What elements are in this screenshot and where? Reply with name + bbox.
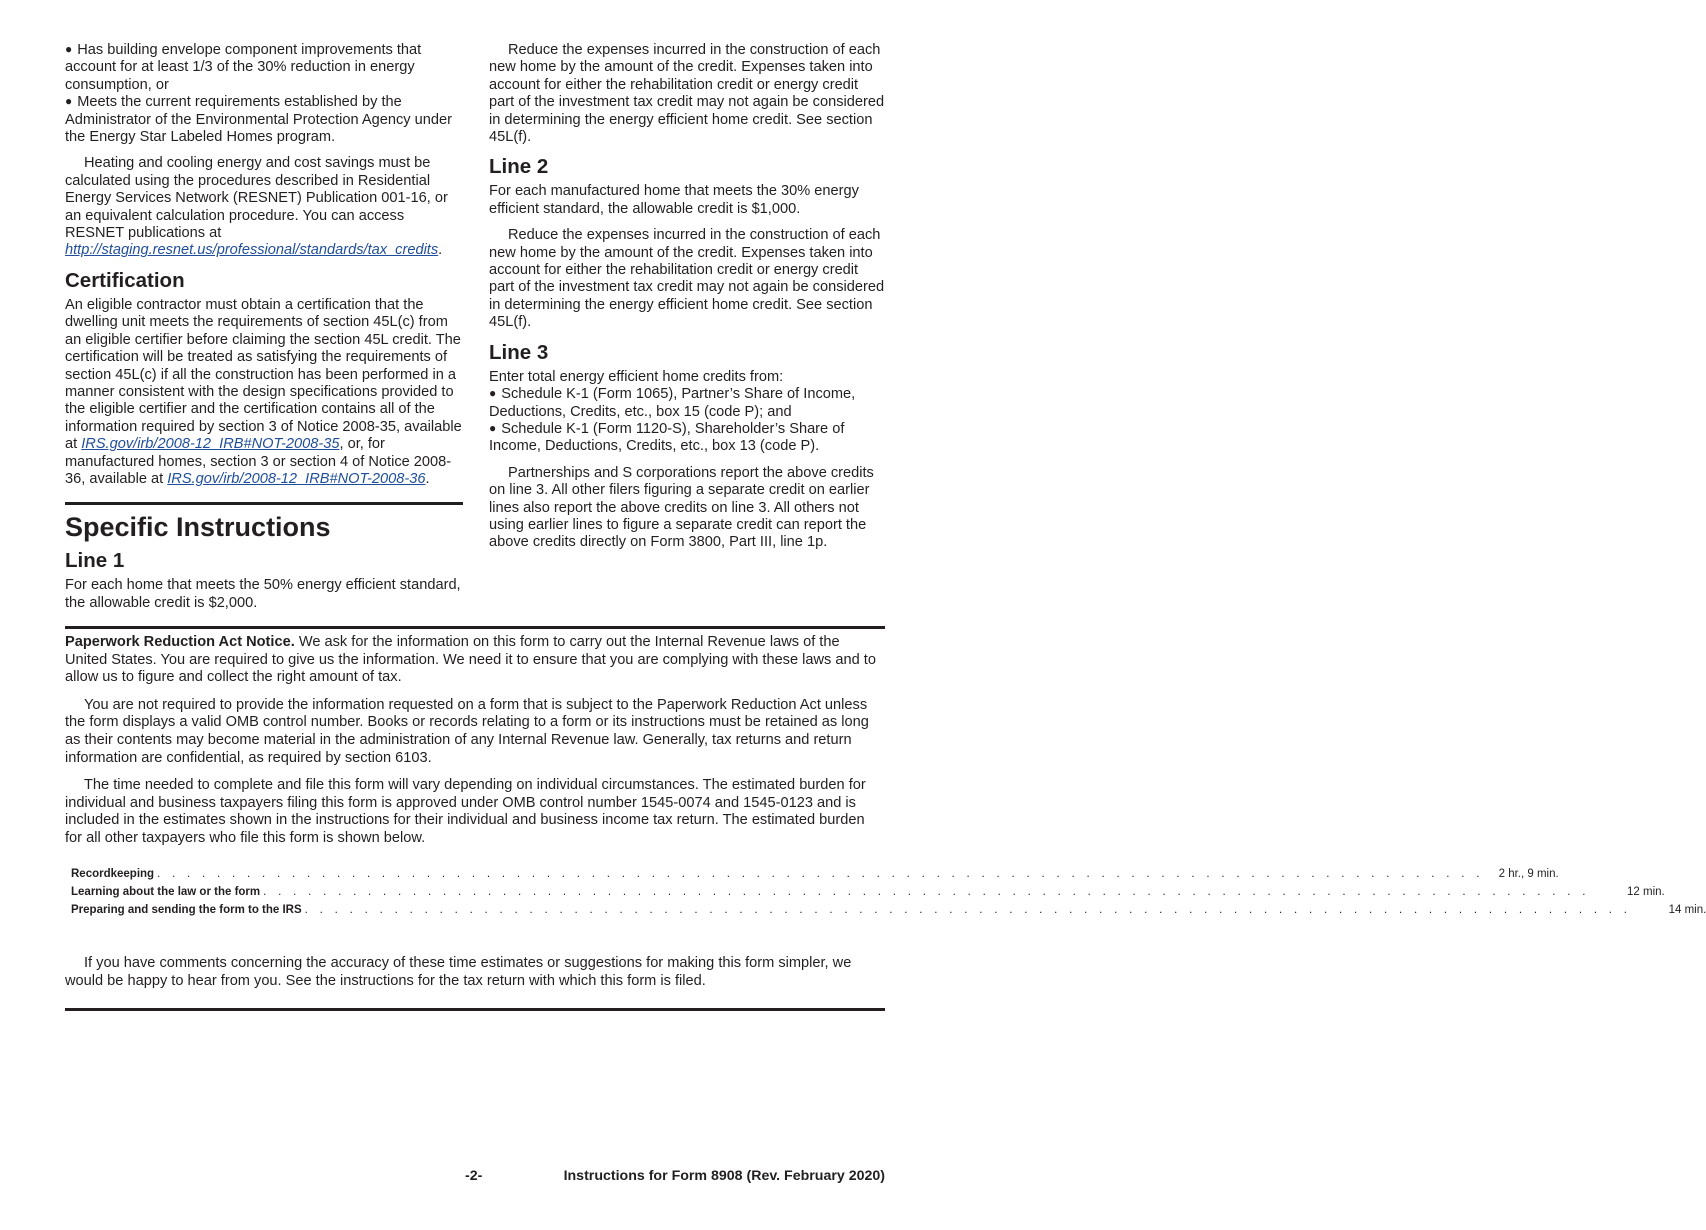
line2-text: For each manufactured home that meets the 30% energy efficient standard, the allowable credit is $1,000. [489, 183, 859, 217]
line3-bullet-1065: ● Schedule K-1 (Form 1065), Partner’s Share of Income, Deductions, Credits, etc., box 15 (code P); and [489, 386, 856, 420]
bullet-icon: ● [65, 94, 73, 109]
burden-table [71, 866, 1706, 919]
notice-2008-36-link[interactable]: IRS.gov/irb/2008-12_IRB#NOT-2008-36 [167, 470, 426, 487]
right-column [489, 42, 885, 561]
pra-top-rule [65, 626, 885, 629]
leader-dots: . . . . . . . . . . . . . . . . . . . . . . . . . . . . . . . . . . . . . . . . . . . . . . . . . . . . . . . . . . . . . . . . . . . . . . . . . . . . . . . . . . . . . . . . . [157, 868, 1484, 880]
reduce-expenses-paragraph-2: Reduce the expenses incurred in the construction of each new home by the amount of the credit. Expenses taken into account for either the rehabilitation credit or energy credit part of the investment tax credit may not again be considered in determining the energy efficient home credit. See section 45L(f). [489, 227, 885, 331]
leader-dots: . . . . . . . . . . . . . . . . . . . . . . . . . . . . . . . . . . . . . . . . . . . . . . . . . . . . . . . . . . . . . . . . . . . . . . . . . . . . . . . . . . . . . . . . . [263, 885, 1590, 898]
left-column [65, 42, 463, 621]
specific-instructions-heading: Specific Instructions [65, 512, 331, 543]
line1-text: For each home that meets the 50% energy efficient standard, the allowable credit is $2,000. [65, 577, 461, 611]
burden-row-preparing: Preparing and sending the form to the IRS . . . . . . . . . . . . . . . . . . . . . . . . . . . . . . . . . . . . . . . . . . . . . . . . . . . . . . . . . . . . . . . . . . . . . . . . . . . . . . . . . . . . . . . . . 14 min. [71, 902, 879, 920]
partnerships-paragraph: Partnerships and S corporations report the above credits on line 3. All other filers figuring a separate credit on earlier lines also report the above credits on line 3. All others not using earlier lines to figure a separate credit can report the above credits directly on Form 3800, Part III, line 1p. [489, 464, 874, 551]
line3-intro: Enter total energy efficient home credits from: [489, 368, 784, 385]
certification-heading: Certification [65, 268, 185, 292]
page-number: -2- [465, 1168, 483, 1184]
line1-heading: Line 1 [65, 549, 125, 573]
comments-section [65, 955, 885, 999]
resnet-link[interactable]: http://staging.resnet.us/professional/standards/tax_credits [65, 242, 439, 259]
reduce-expenses-paragraph-1: Reduce the expenses incurred in the construction of each new home by the amount of the credit. Expenses taken into account for either the rehabilitation credit or energy credit part of the investment tax credit may not again be considered in determining the energy efficient home credit. See section 45L(f). [489, 42, 885, 146]
bullet-energy-star: ● Meets the current requirements established by the Administrator of the Environmental Protection Agency under the Energy Star Labeled Homes program. [65, 94, 452, 146]
pra-bottom-rule [65, 1008, 885, 1011]
pra-paragraph-1: Paperwork Reduction Act Notice. We ask for the information on this form to carry out the Internal Revenue laws of the United States. You are required to give us the information. We need it to ensure that you are complying with these laws and to allow us to figure and collect the right amount of tax. [65, 634, 876, 686]
specific-instructions-rule [65, 502, 463, 543]
form-title: Instructions for Form 8908 (Rev. February 2020) [563, 1168, 885, 1184]
bullet-icon: ● [489, 386, 497, 401]
notice-2008-35-link[interactable]: IRS.gov/irb/2008-12_IRB#NOT-2008-35 [81, 436, 340, 453]
pra-heading: Paperwork Reduction Act Notice. [65, 634, 295, 650]
line3-bullet-1120s: ● Schedule K-1 (Form 1120-S), Shareholder’s Share of Income, Deductions, Credits, etc., box 13 (code P). [489, 420, 845, 455]
bullet-icon: ● [489, 420, 497, 435]
heating-paragraph: Heating and cooling energy and cost savings must be calculated using the procedures described in Residential Energy Services Network (RESNET) Publication 001-16, or an equivalent calculation procedure. You can access RESNET publications at http://staging.resnet.us/professional/standards/tax_credits. [65, 155, 448, 259]
burden-row-recordkeeping: Recordkeeping . . . . . . . . . . . . . . . . . . . . . . . . . . . . . . . . . . . . . . . . . . . . . . . . . . . . . . . . . . . . . . . . . . . . . . . . . . . . . . . . . . . . . . . . . 2 hr., 9 min. [71, 866, 879, 884]
pra-paragraph-3: The time needed to complete and file this form will vary depending on individual circumstances. The estimated burden for individual and business taxpayers filing this form is approved under OMB control number 1545-0074 and 1545-0123 and is included in the estimates shown in the instructions for their individual and business income tax return. The estimated burden for all other taxpayers who file this form is shown below. [65, 777, 866, 846]
comments-paragraph: If you have comments concerning the accuracy of these time estimates or suggestions for making this form simpler, we would be happy to hear from you. See the instructions for the tax return with which this form is filed. [65, 955, 852, 989]
certification-paragraph: An eligible contractor must obtain a certification that the dwelling unit meets the requirements of section 45L(c) from an eligible certifier before claiming the section 45L credit. The certification will be treated as satisfying the requirements of section 45L(c) if all the construction has been performed in a manner consistent with the design specifications provided to the eligible certifier and the certification contains all of the information required by section 3 of Notice 2008-35, available at IRS.gov/irb/2008-12_IRB#NOT-2008-35, or, for manufactured homes, section 3 or section 4 of Notice 2008-36, available at IRS.gov/irb/2008-12_IRB#NOT-2008-36. [65, 296, 462, 487]
bullet-envelope: ● Has building envelope component improvements that account for at least 1/3 of the 30% reduction in energy consumption, or [65, 42, 422, 93]
pra-paragraph-2: You are not required to provide the information requested on a form that is subject to the Paperwork Reduction Act unless the form displays a valid OMB control number. Books or records relating to a form or its instructions must be retained as long as their contents may become material in the administration of any Internal Revenue law. Generally, tax returns and return information are confidential, as required by section 6103. [65, 696, 869, 766]
line3-heading: Line 3 [489, 340, 549, 364]
pra-section [65, 634, 885, 858]
leader-dots: . . . . . . . . . . . . . . . . . . . . . . . . . . . . . . . . . . . . . . . . . . . . . . . . . . . . . . . . . . . . . . . . . . . . . . . . . . . . . . . . . . . . . . . . . [304, 903, 1632, 916]
bullet-icon: ● [65, 42, 73, 56]
line2-heading: Line 2 [489, 155, 549, 179]
burden-row-learning: Learning about the law or the form . . . . . . . . . . . . . . . . . . . . . . . . . . . . . . . . . . . . . . . . . . . . . . . . . . . . . . . . . . . . . . . . . . . . . . . . . . . . . . . . . . . . . . . . . 12 min. [71, 884, 879, 902]
